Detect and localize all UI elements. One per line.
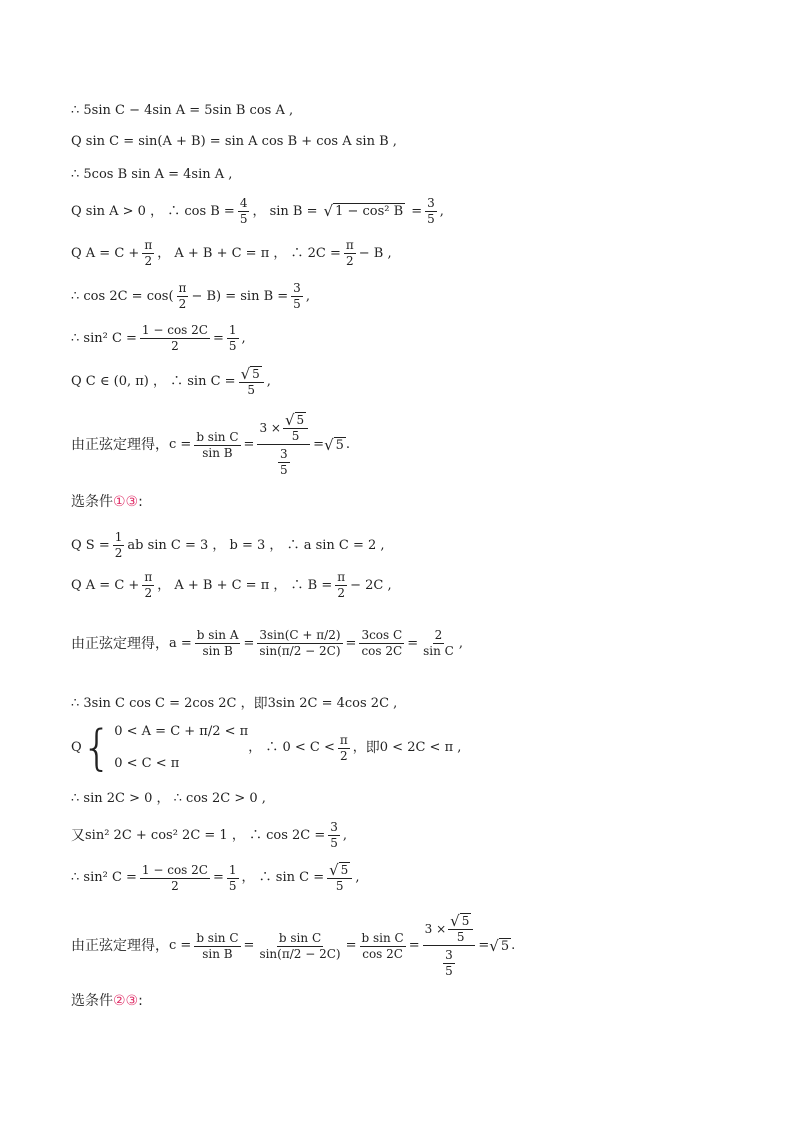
sqrt-expression: √ 1 − cos² B xyxy=(323,202,404,220)
formula-line-2: Q sin C = sin(A + B) = sin A cos B + cos A sin B , xyxy=(71,134,397,149)
fraction: $\frac{\pi}{2}$ xyxy=(178,281,187,311)
fraction: $\frac{3}{5}$ xyxy=(330,820,338,850)
fraction: $\frac{\pi}{2}$ xyxy=(144,570,153,600)
formula-line-17: 又 sin² 2C + cos² 2C = 1 ， ∴ cos 2C = $\frac{3}{5}$ , xyxy=(71,820,348,850)
fraction: $\frac{\pi}{2}$ xyxy=(345,238,354,268)
formula-line-15: Q { 0 < A = C + π/2 < π 0 < C < π ， ∴ 0 < C < $\frac{\pi}{2}$ ， 即 0 < 2C < π , xyxy=(71,720,462,776)
section-header-23: 选条件 ②③ : xyxy=(71,993,143,1009)
formula-line-18: ∴ sin² C = $\frac{1 - \cos 2C}{2}$ = $\frac{1}{5}$ ， ∴ sin C = √ 5 5 , xyxy=(71,861,360,893)
compound-fraction: 3 × √ 5 5 $\frac{3}{5}$ xyxy=(257,412,310,478)
formula-line-1: ∴ 5sin C − 4sin A = 5sin B cos A , xyxy=(71,103,294,118)
formula-line-11: Q S = $\frac{1}{2}$ ab sin C = 3 ， b = 3 ， ∴ a sin C = 2 , xyxy=(71,530,385,560)
formula-line-6: ∴ cos 2C = cos( $\frac{\pi}{2}$ − B) = sin B = $\frac{3}{5}$ , xyxy=(71,281,310,311)
formula-line-7: ∴ sin² C = $\frac{1 - \cos 2C}{2}$ = $\frac{1}{5}$ , xyxy=(71,323,246,353)
fraction: $\frac{\text{b sin C}}{\cos 2C}$ xyxy=(361,930,404,961)
section-header-13: 选条件 ①③ : xyxy=(71,494,143,510)
fraction: $\frac{\pi}{2}$ xyxy=(337,570,346,600)
fraction: $\frac{\pi}{2}$ xyxy=(144,238,153,268)
fraction: $\frac{2}{\text{sin C}}$ xyxy=(423,628,454,658)
sqrt-expression: √ 5 xyxy=(324,435,344,454)
formula-line-9: 由正弦定理得， c = $\frac{\text{b sin C}}{\text{sin B}}$ = 3 × √ 5 5 $\frac{3}{5}$ = √ 5 . xyxy=(71,411,351,477)
compound-fraction: 3 × √ 5 5 $\frac{3}{5}$ xyxy=(423,913,476,979)
fraction: $\frac{1}{5}$ xyxy=(228,862,237,893)
formula-line-3: ∴ 5cos B sin A = 4sin A , xyxy=(71,167,233,182)
fraction: $\frac{1}{5}$ xyxy=(228,323,237,353)
inequality-system: 0 < A = C + π/2 < π 0 < C < π xyxy=(114,724,249,771)
formula-line-16: ∴ sin 2C > 0 ， ∴ cos 2C > 0 , xyxy=(71,791,266,806)
formula-line-8: Q C ∈ (0, π) ， ∴ sin C = √ 5 5 , xyxy=(71,365,271,397)
fraction: $\frac{\pi}{2}$ xyxy=(339,732,348,763)
fraction: $\frac{\text{3cos C}}{\cos 2C}$ xyxy=(361,628,403,658)
formula-line-13: 由正弦定理得， a = $\frac{\text{b sin A}}{\text{sin B}}$ = $\frac{3\sin(C + \pi/2)}{\sin(\pi/2 - 2C)}$ = $\frac{\text{3cos C}}{\cos 2C}$ = $\frac{2}{\text{sin C}}$ , xyxy=(71,628,463,658)
fraction: √ 5 5 xyxy=(239,366,264,398)
fraction: $\frac{1}{2}$ xyxy=(114,530,123,560)
fraction: $\frac{4}{5}$ xyxy=(239,196,248,226)
fraction: $\frac{3}{5}$ xyxy=(293,281,301,311)
formula-line-19: 由正弦定理得， c = $\frac{\text{b sin C}}{\text{sin B}}$ = $\frac{\text{b sin C}}{\sin(\pi/2 - 2C)}$ = $\frac{\text{b sin C}}{\cos 2C}$ = 3 × √ 5 5 $\frac{3}{5}$ = √ 5 . xyxy=(71,912,516,978)
formula-line-4: Q sin A > 0 ， ∴ cos B = $\frac{4}{5}$ ， sin B = √ 1 − cos² B = $\frac{3}{5}$ , xyxy=(71,196,444,226)
sqrt-expression: √ 5 xyxy=(489,936,510,955)
fraction: √ 5 5 xyxy=(327,862,352,894)
fraction: $\frac{\text{b sin C}}{\text{sin B}}$ xyxy=(196,429,239,460)
formula-line-12: Q A = C + $\frac{\pi}{2}$ ， A + B + C = π ， ∴ B = $\frac{\pi}{2}$ − 2C , xyxy=(71,570,392,600)
fraction: $\frac{1 - \cos 2C}{2}$ xyxy=(141,323,208,353)
fraction: $\frac{\text{b sin C}}{\text{sin B}}$ xyxy=(196,930,239,961)
fraction: $\frac{3}{5}$ xyxy=(427,196,435,226)
fraction: $\frac{\text{b sin A}}{\text{sin B}}$ xyxy=(196,628,239,658)
fraction: $\frac{3\sin(C + \pi/2)}{\sin(\pi/2 - 2C)}$ xyxy=(259,628,341,658)
formula-line-5: Q A = C + $\frac{\pi}{2}$ ， A + B + C = π ， ∴ 2C = $\frac{\pi}{2}$ − B , xyxy=(71,238,392,268)
fraction: $\frac{\text{b sin C}}{\sin(\pi/2 - 2C)}$ xyxy=(259,930,341,961)
left-brace-icon: { xyxy=(81,720,113,776)
fraction: $\frac{1 - \cos 2C}{2}$ xyxy=(141,862,208,893)
formula-line-14: ∴ 3sin C cos C = 2cos 2C ， 即 3sin 2C = 4cos 2C , xyxy=(71,696,398,712)
